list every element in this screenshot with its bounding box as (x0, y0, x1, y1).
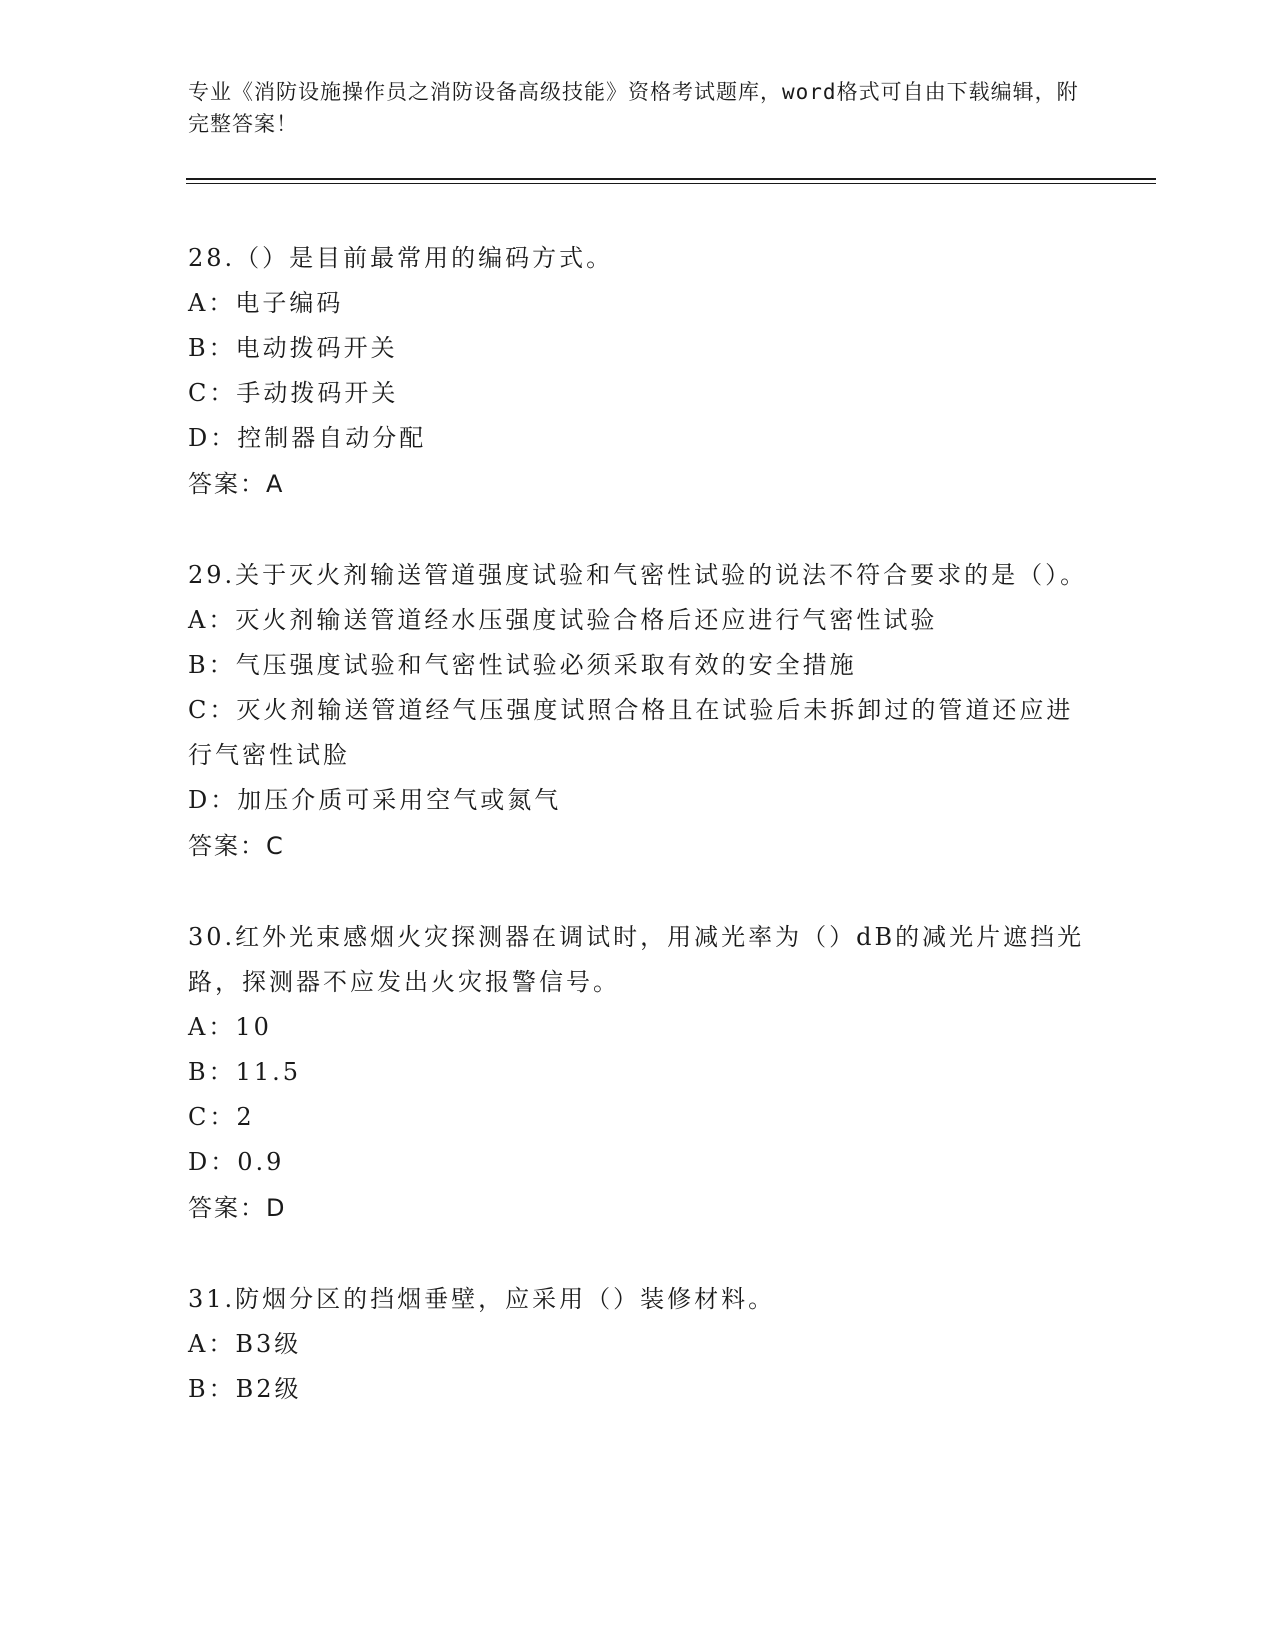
option-b: B：B2级 (188, 1375, 302, 1403)
document-header: 专业《消防设施操作员之消防设备高级技能》资格考试题库，word格式可自由下载编辑，附完整答案！ (188, 80, 1079, 136)
option-c: C：手动拨码开关 (188, 379, 399, 407)
option-a: A：电子编码 (188, 289, 344, 317)
question-28 (188, 236, 1088, 507)
question-29 (188, 553, 1088, 869)
option-d: D：0.9 (188, 1148, 285, 1176)
answer-line: 答案：A (188, 470, 285, 498)
option-a: A：10 (188, 1013, 272, 1041)
question-stem: 30.红外光束感烟火灾探测器在调试时，用减光率为（）dB的减光片遮挡光路，探测器不应发出火灾报警信号。 (188, 923, 1085, 996)
option-b: B：电动拨码开关 (188, 334, 398, 362)
option-b: B：气压强度试验和气密性试验必须采取有效的安全措施 (188, 651, 857, 679)
option-d: D：控制器自动分配 (188, 424, 427, 452)
header-divider (186, 178, 1156, 184)
question-stem: 28.（）是目前最常用的编码方式。 (188, 244, 614, 272)
question-30 (188, 915, 1088, 1231)
option-c: C：灭火剂输送管道经气压强度试照合格且在试验后未拆卸过的管道还应进行气密性试脸 (188, 696, 1074, 769)
option-b: B：11.5 (188, 1058, 302, 1086)
question-stem: 31.防烟分区的挡烟垂壁，应采用（）装修材料。 (188, 1285, 776, 1313)
option-a: A：B3级 (188, 1330, 302, 1358)
option-d: D：加压介质可采用空气或氮气 (188, 786, 562, 814)
option-a: A：灭火剂输送管道经水压强度试验合格后还应进行气密性试验 (188, 606, 938, 634)
answer-line: 答案：C (188, 832, 285, 860)
question-list (188, 236, 1088, 1458)
answer-line: 答案：D (188, 1194, 287, 1222)
option-c: C：2 (188, 1103, 255, 1131)
question-stem: 29.关于灭火剂输送管道强度试验和气密性试验的说法不符合要求的是（）。 (188, 561, 1088, 589)
question-31 (188, 1277, 1088, 1412)
